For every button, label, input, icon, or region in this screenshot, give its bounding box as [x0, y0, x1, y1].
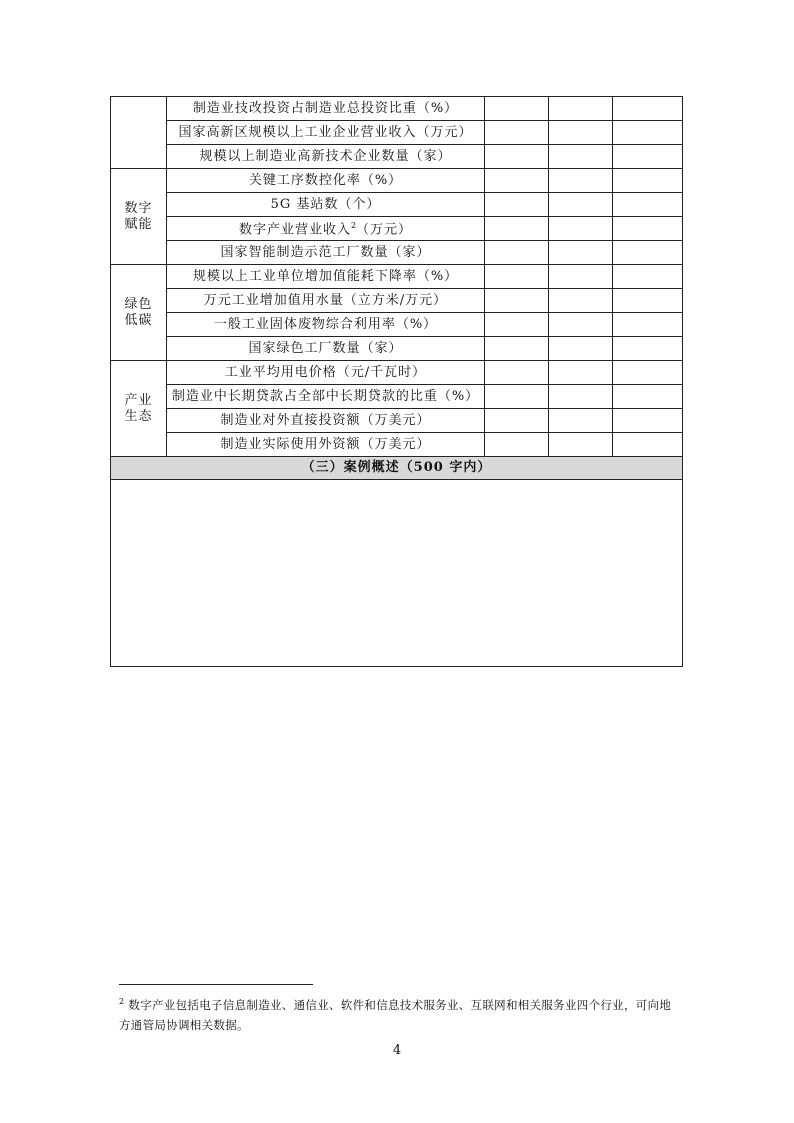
page-number: 4 — [392, 1043, 402, 1058]
indicator-name: 关键工序数控化率（%） — [167, 169, 485, 193]
table-row — [111, 265, 683, 289]
value-cell[interactable] — [613, 385, 683, 409]
value-cell[interactable] — [549, 289, 613, 313]
value-cell[interactable] — [549, 121, 613, 145]
table-row — [111, 433, 683, 457]
value-cell[interactable] — [613, 169, 683, 193]
indicator-name: 国家绿色工厂数量（家） — [167, 337, 485, 361]
value-cell[interactable] — [549, 265, 613, 289]
value-cell[interactable] — [485, 337, 549, 361]
indicator-name-unit: （万元） — [356, 222, 413, 238]
value-cell[interactable] — [549, 385, 613, 409]
value-cell[interactable] — [613, 217, 683, 241]
category-cell-green — [111, 265, 167, 361]
table-row — [111, 97, 683, 121]
table-row — [111, 145, 683, 169]
indicator-name: 5G 基站数（个） — [167, 193, 485, 217]
value-cell[interactable] — [613, 193, 683, 217]
category-label: 绿色 — [124, 296, 153, 312]
indicator-name: 一般工业固体废物综合利用率（%） — [167, 313, 485, 337]
value-cell[interactable] — [485, 385, 549, 409]
value-cell[interactable] — [485, 169, 549, 193]
indicator-name: 制造业技改投资占制造业总投资比重（%） — [167, 97, 485, 121]
table-row — [111, 337, 683, 361]
table-row — [111, 169, 683, 193]
section-header-row — [111, 457, 683, 480]
value-cell[interactable] — [485, 217, 549, 241]
value-cell[interactable] — [613, 97, 683, 121]
footnote — [119, 992, 679, 1035]
case-summary-area[interactable] — [111, 480, 683, 667]
value-cell[interactable] — [485, 193, 549, 217]
value-cell[interactable] — [613, 337, 683, 361]
table-row — [111, 241, 683, 265]
indicator-name — [167, 217, 485, 241]
value-cell[interactable] — [485, 361, 549, 385]
footnote-reference[interactable]: 2 — [350, 221, 357, 231]
value-cell[interactable] — [549, 217, 613, 241]
indicator-name: 万元工业增加值用水量（立方米/万元） — [167, 289, 485, 313]
value-cell[interactable] — [613, 121, 683, 145]
value-cell[interactable] — [485, 241, 549, 265]
value-cell[interactable] — [549, 409, 613, 433]
value-cell[interactable] — [549, 361, 613, 385]
value-cell[interactable] — [613, 265, 683, 289]
table-row — [111, 289, 683, 313]
value-cell[interactable] — [485, 409, 549, 433]
value-cell[interactable] — [549, 337, 613, 361]
value-cell[interactable] — [485, 145, 549, 169]
category-cell-continued — [111, 97, 167, 169]
value-cell[interactable] — [613, 241, 683, 265]
value-cell[interactable] — [549, 145, 613, 169]
indicator-name-text: 数字产业营业收入 — [238, 222, 351, 238]
table-row — [111, 313, 683, 337]
value-cell[interactable] — [485, 121, 549, 145]
indicator-name: 国家高新区规模以上工业企业营业收入（万元） — [167, 121, 485, 145]
table-row — [111, 121, 683, 145]
section-title: （三）案例概述（500 字内） — [111, 457, 683, 480]
table-row — [111, 193, 683, 217]
category-cell-ecosystem — [111, 361, 167, 457]
indicator-name: 规模以上工业单位增加值能耗下降率（%） — [167, 265, 485, 289]
value-cell[interactable] — [549, 313, 613, 337]
table-row — [111, 385, 683, 409]
value-cell[interactable] — [485, 97, 549, 121]
category-label: 低碳 — [124, 312, 153, 328]
indicator-name: 制造业实际使用外资额（万美元） — [167, 433, 485, 457]
value-cell[interactable] — [549, 193, 613, 217]
value-cell[interactable] — [549, 241, 613, 265]
table-row — [111, 409, 683, 433]
table-row — [111, 361, 683, 385]
value-cell[interactable] — [485, 265, 549, 289]
value-cell[interactable] — [613, 433, 683, 457]
category-cell-digital — [111, 169, 167, 265]
footnote-marker: 2 — [119, 997, 125, 1006]
category-label: 生态 — [124, 408, 153, 424]
footnote-text: 数字产业包括电子信息制造业、通信业、软件和信息技术服务业、互联网和相关服务业四个行业，可向地方通管局协调相关数据。 — [119, 997, 672, 1032]
category-label: 产业 — [124, 392, 153, 408]
value-cell[interactable] — [485, 433, 549, 457]
indicator-name: 规模以上制造业高新技术企业数量（家） — [167, 145, 485, 169]
category-label: 赋能 — [124, 216, 153, 232]
value-cell[interactable] — [613, 145, 683, 169]
value-cell[interactable] — [613, 409, 683, 433]
table-row — [111, 217, 683, 241]
footnote-divider — [119, 984, 313, 985]
value-cell[interactable] — [549, 97, 613, 121]
value-cell[interactable] — [485, 289, 549, 313]
value-cell[interactable] — [485, 313, 549, 337]
summary-row — [111, 480, 683, 667]
value-cell[interactable] — [549, 433, 613, 457]
value-cell[interactable] — [613, 313, 683, 337]
indicator-name: 国家智能制造示范工厂数量（家） — [167, 241, 485, 265]
value-cell[interactable] — [549, 169, 613, 193]
category-label: 数字 — [124, 200, 153, 216]
indicator-name: 工业平均用电价格（元/千瓦时） — [167, 361, 485, 385]
indicator-table — [110, 96, 683, 667]
indicator-name: 制造业对外直接投资额（万美元） — [167, 409, 485, 433]
value-cell[interactable] — [613, 289, 683, 313]
indicator-name: 制造业中长期贷款占全部中长期贷款的比重（%） — [167, 385, 485, 409]
value-cell[interactable] — [613, 361, 683, 385]
